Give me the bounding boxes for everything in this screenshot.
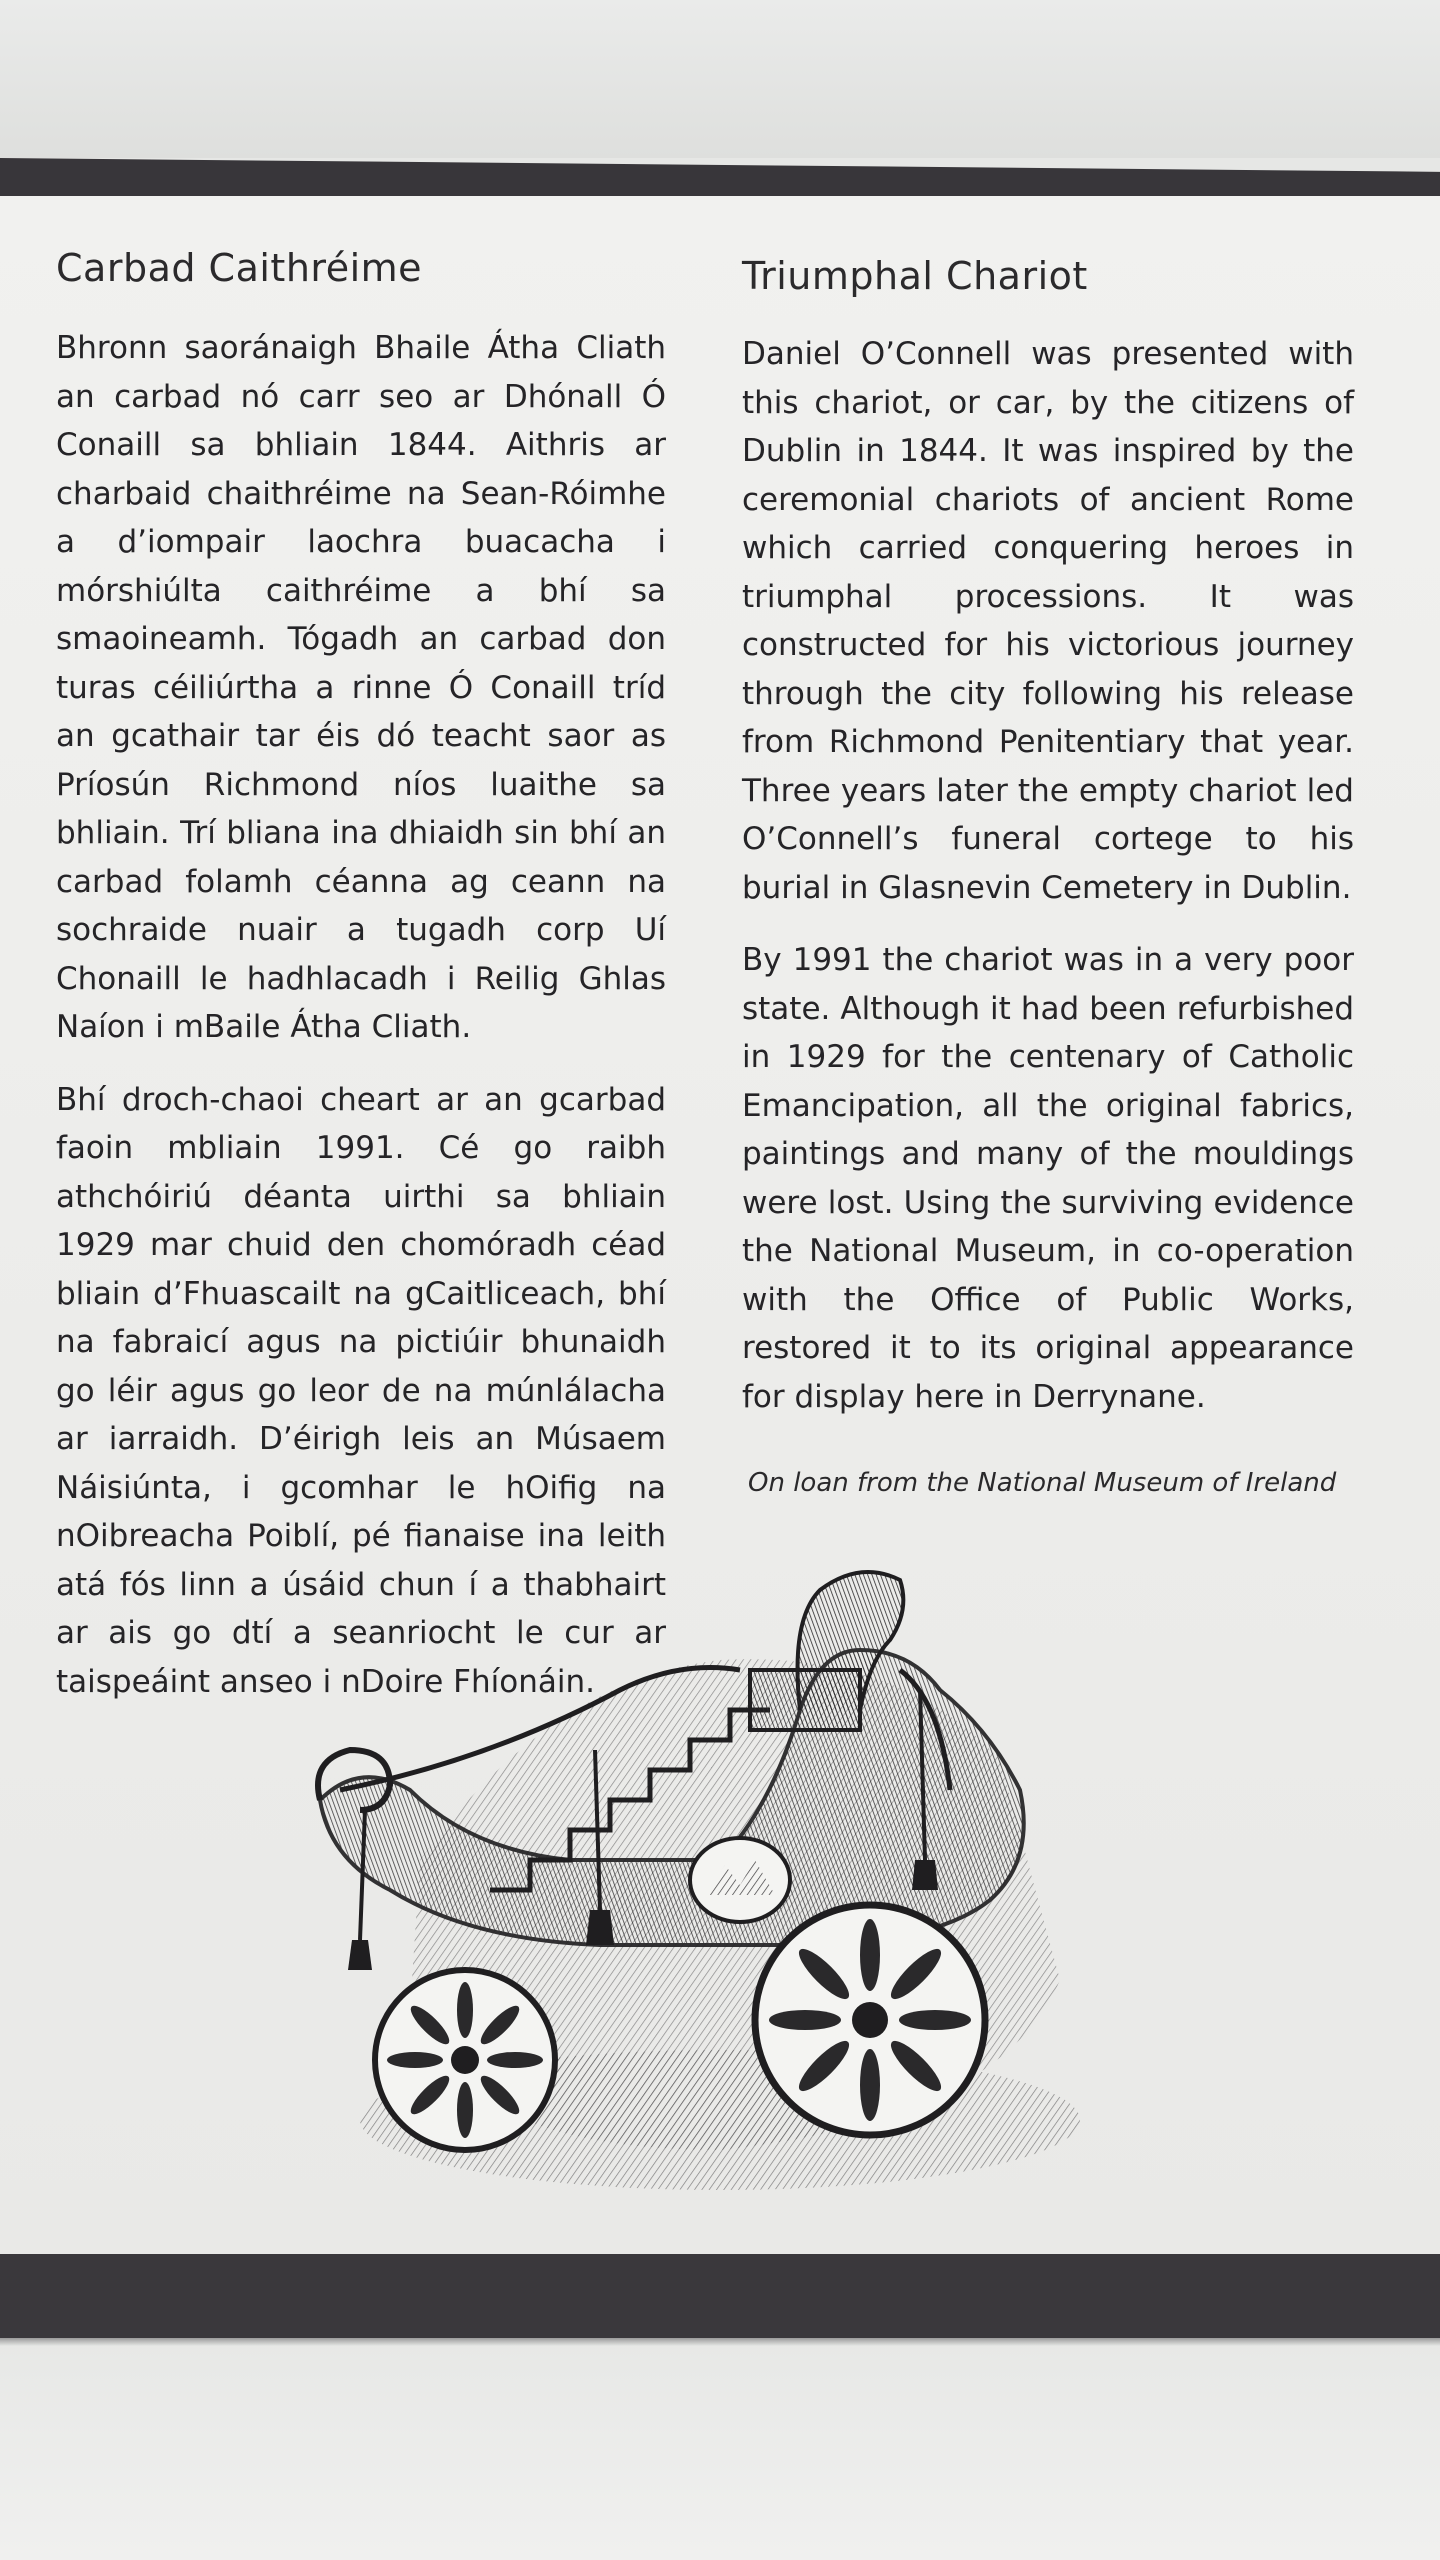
small-wheel bbox=[375, 1970, 555, 2150]
irish-heading: Carbad Caithréime bbox=[56, 246, 423, 290]
irish-paragraph-2: Bhí droch-chaoi cheart ar an gcarbad faoin mbliain 1991. Cé go raibh athchóiriú déanta uirthi sa bhliain 1929 mar chuid den chomóradh céad bliain d’Fhuascailt na gCaitliceach, bhí na fabraicí agus na pictiúir bhunaidh go léir agus go leor de na múnlálacha ar iarraidh. D’éirigh leis an Músaem Náisiúnta, i gcomhar le hOifig na nOibreacha Poiblí, pé fianaise ina leith atá fós linn a úsáid chun í a thabhairt ar ais go dtí a seanriocht le cur ar taispeáint anseo i nDoire Fhíonáin. bbox=[56, 1081, 666, 1700]
loan-credit: On loan from the National Museum of Ireland bbox=[748, 1468, 1337, 1498]
irish-paragraph-1: Bhronn saoránaigh Bhaile Átha Cliath an carbad nó carr seo ar Dhónall Ó Conaill sa bhliain 1844. Aithris ar charbaid chaithréime na Sean-Róimhe a d’iompair laochra buacacha i mórshiúlta caithréime a bhí sa smaoineamh. Tógadh an carbad don turas céiliúrtha a rinne Ó Conaill tríd an gcathair tar éis dó teacht saor as Príosún Richmond níos luaithe sa bhliain. Trí bliana ina dhiaidh sin bhí an carbad folamh céanna ag ceann na sochraide nuair a tugadh corp Uí Chonaill le hadhlacadh i Reilig Ghlas Naíon i mBaile Átha Cliath. bbox=[56, 330, 666, 1045]
chariot-engraving-icon bbox=[300, 1560, 1090, 2220]
english-paragraph-2: By 1991 the chariot was in a very poor state. Although it had been refurbished in 1929 for the centenary of Catholic Emancipation, all the original fabrics, paintings and many of the mouldings were lost. Using the surviving evidence the National Museum, in co-operation with the Office of Public Works, restored it to its original appearance for display here in Derrynane. bbox=[742, 942, 1354, 1415]
english-paragraph-1: Daniel O’Connell was presented with this chariot, or car, by the citizens of Dublin in 1844. It was inspired by the ceremonial chariots of ancient Rome which carried conquering heroes in triumphal processions. It was constructed for his victorious journey through the city following his release from Richmond Penitentiary that year. Three years later the empty chariot led O’Connell’s funeral cortege to his burial in Glasnevin Cemetery in Dublin. bbox=[742, 336, 1354, 906]
english-text bbox=[742, 330, 1354, 1445]
large-wheel bbox=[755, 1905, 985, 2135]
frame-shadow bbox=[0, 2338, 1440, 2346]
irish-text bbox=[56, 324, 666, 1730]
tassel-mid bbox=[586, 1910, 614, 1945]
english-heading: Triumphal Chariot bbox=[742, 254, 1088, 298]
medallion bbox=[690, 1838, 790, 1922]
sign-frame-bottom bbox=[0, 2254, 1440, 2338]
tassel-right bbox=[912, 1860, 938, 1890]
wall-top bbox=[0, 0, 1440, 158]
seat bbox=[750, 1670, 860, 1730]
tassel-left bbox=[348, 1940, 372, 1970]
wall-bottom bbox=[0, 2338, 1440, 2560]
